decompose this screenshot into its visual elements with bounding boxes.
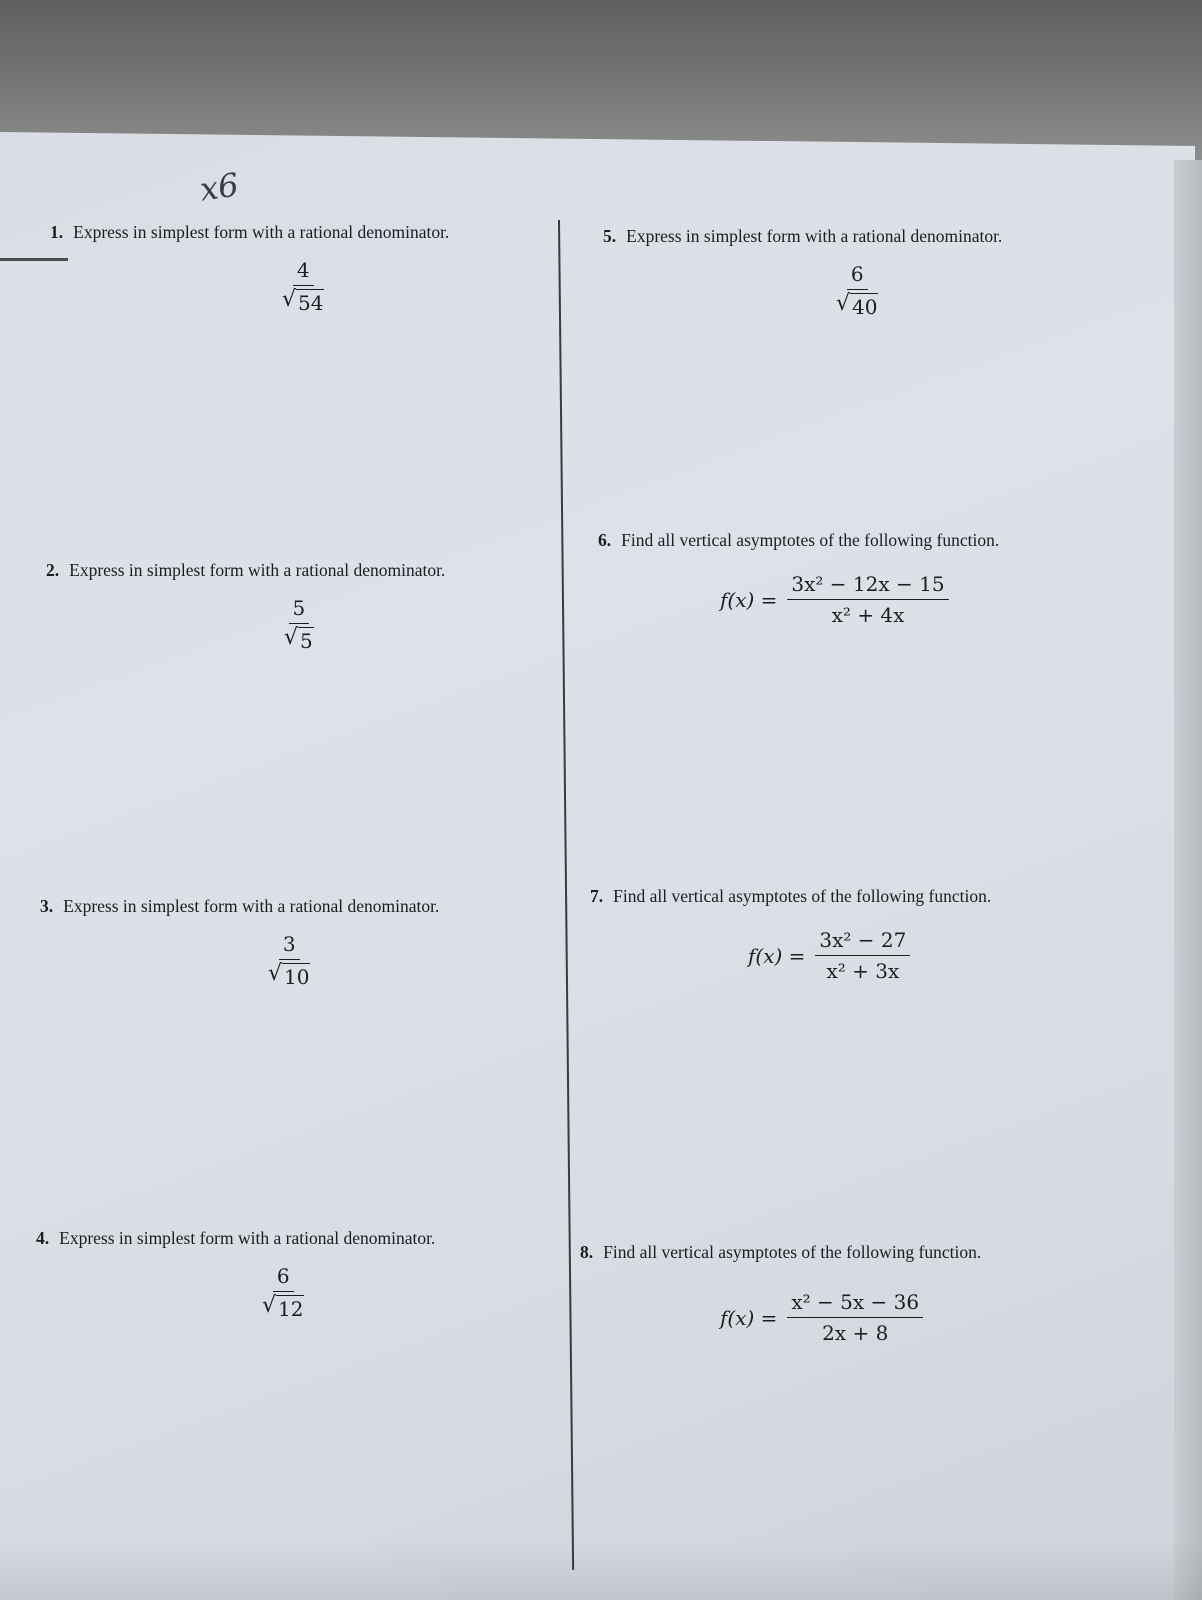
denominator: x² + 3x <box>826 959 900 983</box>
radicand: 10 <box>284 965 310 989</box>
numerator: x² − 5x − 36 <box>787 1290 923 1318</box>
problem-text: Find all vertical asymptotes of the following function. <box>613 886 992 906</box>
numerator: 5 <box>289 596 310 624</box>
denominator: 2x + 8 <box>822 1321 889 1345</box>
problem-1-expression <box>278 258 328 315</box>
numerator: 3x² − 12x − 15 <box>787 572 948 600</box>
radicand: 54 <box>298 291 324 315</box>
problem-8-expression <box>720 1290 923 1345</box>
problem-text: Find all vertical asymptotes of the following function. <box>621 530 1000 550</box>
fraction <box>258 1264 308 1321</box>
function-name: f(x) = <box>720 587 778 612</box>
problem-7-prompt <box>590 886 991 907</box>
problem-number: 6. <box>598 530 612 550</box>
problem-6-prompt <box>598 530 999 551</box>
numerator: 3x² − 27 <box>815 928 910 956</box>
fraction <box>787 572 948 627</box>
problem-3-prompt <box>40 896 439 917</box>
square-root: √ 10 <box>268 961 310 989</box>
square-root: √ 12 <box>262 1293 304 1321</box>
handwritten-note: x6 <box>197 165 241 209</box>
problem-2-expression <box>280 596 318 653</box>
problem-text: Express in simplest form with a rational denominator. <box>626 226 1003 246</box>
function-name: f(x) = <box>720 1305 778 1330</box>
fraction <box>278 258 328 315</box>
numerator: 4 <box>293 258 314 286</box>
problem-8-prompt <box>580 1242 981 1263</box>
denominator <box>832 290 882 319</box>
fraction <box>815 928 910 983</box>
problem-text: Express in simplest form with a rational denominator. <box>63 896 440 916</box>
square-root: √ 54 <box>282 287 324 315</box>
fraction <box>787 1290 923 1345</box>
problem-number: 3. <box>40 896 54 916</box>
fraction <box>264 932 314 989</box>
denominator <box>278 286 328 315</box>
photo-shadow <box>0 1540 1202 1600</box>
denominator: x² + 4x <box>831 603 905 627</box>
problem-number: 4. <box>36 1228 50 1248</box>
worksheet-paper <box>0 132 1195 1600</box>
problem-4-prompt <box>36 1228 435 1249</box>
denominator <box>264 960 314 989</box>
problem-2-prompt <box>46 560 445 581</box>
fraction <box>832 262 882 319</box>
radicand: 12 <box>278 1297 304 1321</box>
function-name: f(x) = <box>748 943 806 968</box>
denominator <box>280 624 318 653</box>
problem-5-prompt <box>603 226 1002 247</box>
paper-mark <box>0 258 68 261</box>
radicand: 40 <box>852 295 878 319</box>
problem-3-expression <box>264 932 314 989</box>
problem-1-prompt <box>50 222 449 243</box>
problem-4-expression <box>258 1264 308 1321</box>
page-edge <box>1174 160 1202 1600</box>
problem-5-expression <box>832 262 882 319</box>
problem-number: 5. <box>603 226 617 246</box>
problem-7-expression <box>748 928 910 983</box>
numerator: 6 <box>273 1264 294 1292</box>
problem-6-expression <box>720 572 949 627</box>
problem-number: 7. <box>590 886 604 906</box>
numerator: 6 <box>847 262 868 290</box>
numerator: 3 <box>279 932 300 960</box>
problem-number: 8. <box>580 1242 594 1262</box>
square-root: √ 40 <box>836 291 878 319</box>
problem-text: Express in simplest form with a rational denominator. <box>69 560 446 580</box>
problem-number: 1. <box>50 222 64 242</box>
fraction <box>280 596 318 653</box>
denominator <box>258 1292 308 1321</box>
problem-text: Express in simplest form with a rational denominator. <box>59 1228 436 1248</box>
problem-number: 2. <box>46 560 60 580</box>
square-root: √ 5 <box>284 625 313 653</box>
problem-text: Find all vertical asymptotes of the following function. <box>603 1242 982 1262</box>
problem-text: Express in simplest form with a rational denominator. <box>73 222 450 242</box>
radicand: 5 <box>300 629 313 653</box>
